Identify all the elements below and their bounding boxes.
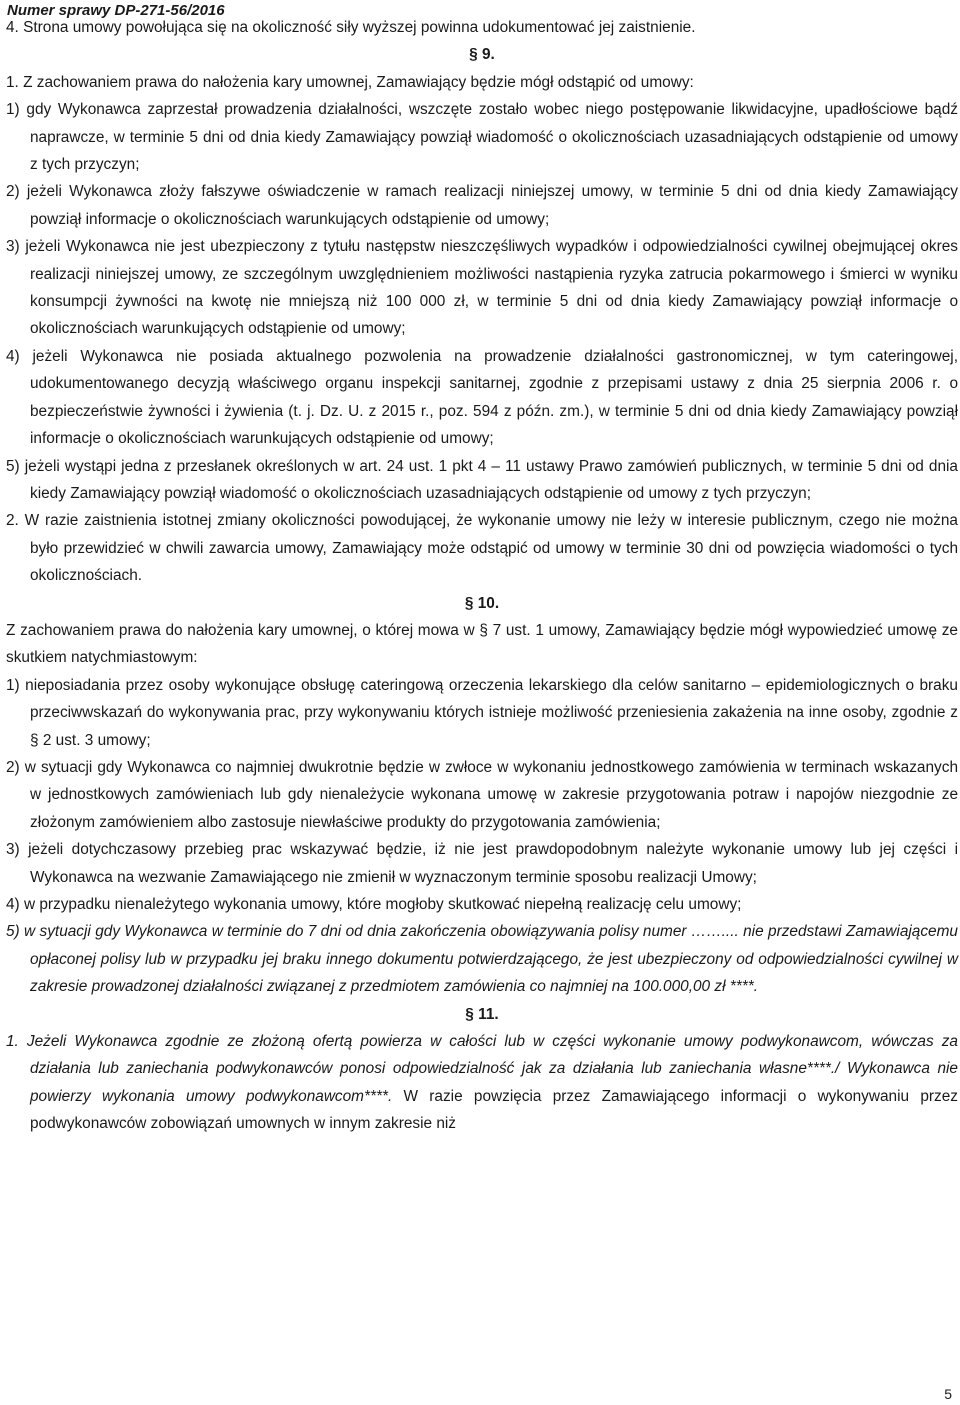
section-11-heading: § 11. xyxy=(465,1005,499,1023)
page-number: 5 xyxy=(944,1386,952,1402)
section-9-heading: § 9. xyxy=(469,46,495,64)
list-item-10-2: 2) w sytuacji gdy Wykonawca co najmniej dwukrotnie będzie w zwłoce w wykonaniu jednostkowego zamówienia w terminach wskazanych w jednostkowych zamówieniach lub gdy nienależycie wykonana umowę w zakresie przygotowania potraw i napojów niezgodnie ze złożonym zamówieniem albo zastosuje niewłaściwe produkty do przygotowania zamówienia; xyxy=(6,758,958,831)
paragraph-10-intro: Z zachowaniem prawa do nałożenia kary umownej, o której mowa w § 7 ust. 1 umowy, Zamawiający będzie mógł wypowiedzieć umowę ze skutkiem natychmiastowym: xyxy=(6,621,958,667)
list-item-10-3: 3) jeżeli dotychczasowy przebieg prac wskazywać będzie, iż nie jest prawdopodobnym należyte wykonanie umowy lub jej części i Wykonawca na wezwanie Zamawiającego nie zmienił w wyznaczonym terminie sposobu realizacji Umowy; xyxy=(6,841,958,886)
section-10-heading: § 10. xyxy=(464,594,500,612)
document-body xyxy=(6,14,958,1138)
paragraph-11-1-regular: W razie powzięcia przez Zamawiającego informacji o wykonywaniu przez podwykonawców zobowiązań umownych w innym zakresie niż xyxy=(30,1087,958,1133)
list-item-9-1-4: 4) jeżeli Wykonawca nie posiada aktualnego pozwolenia na prowadzenie działalności gastronomicznej, w tym cateringowej, udokumentowanego decyzją właściwego organu inspekcji sanitarnej, zgodnie z przepisami ustawy z dnia 25 sierpnia 2006 r. o bezpieczeństwie żywności i żywienia (t. j. Dz. U. z 2015 r., poz. 594 z późn. zm.), w terminie 5 dni od dnia kiedy Zamawiający powziął informacje o okolicznościach warunkujących odstąpienie od umowy; xyxy=(6,347,958,448)
paragraph-9-1: 1. Z zachowaniem prawa do nałożenia kary umownej, Zamawiający będzie mógł odstąpić od umowy: xyxy=(6,73,694,91)
list-item-10-4: 4) w przypadku nienależytego wykonania umowy, które mogłoby skutkować niepełną realizację celu umowy; xyxy=(6,896,742,913)
case-number-header: Numer sprawy DP-271-56/2016 xyxy=(7,2,225,19)
list-item-10-5: 5) w sytuacji gdy Wykonawca w terminie do 7 dni od dnia zakończenia obowiązywania polisy numer …….... nie przedstawi Zamawiającemu opłaconej polisy lub w przypadku jej braku innego dokumentu potwierdzającego, że jest ubezpieczony od odpowiedzialności cywilnej w zakresie prowadzonej działalności związanej z przedmiotem zamówienia co najmniej na 100.000,00 zł ****. xyxy=(6,923,958,996)
list-item-10-1: 1) nieposiadania przez osoby wykonujące obsługę cateringową orzeczenia lekarskiego dla celów sanitarno – epidemiologicznych o braku przeciwwskazań do wykonywania prac, przy wykonywaniu których istnieje możliwość przeniesienia zakażenia na inne osoby, zgodnie z § 2 ust. 3 umowy; xyxy=(6,676,958,749)
paragraph-9-2: 2. W razie zaistnienia istotnej zmiany okoliczności powodującej, że wykonanie umowy nie leży w interesie publicznym, czego nie można było przewidzieć w chwili zawarcia umowy, Zamawiający może odstąpić od umowy w terminie 30 dni od powzięcia wiadomości o tych okolicznościach. xyxy=(6,512,958,585)
paragraph-11-1 xyxy=(6,1028,958,1138)
paragraph-11-1-italic: 1. Jeżeli Wykonawca zgodnie ze złożoną ofertą powierza w całości lub w części wykonanie umowy podwykonawcom, wówczas za działania lub zaniechania podwykonawców ponosi odpowiedzialność jak za działania lub zaniechania własne****./ Wykonawca nie powierzy wykonania umowy podwykonawcom****. xyxy=(6,1033,958,1105)
list-item-9-1-1: 1) gdy Wykonawca zaprzestał prowadzenia działalności, wszczęte zostało wobec niego postępowanie likwidacyjne, upadłościowe bądź naprawcze, w terminie 5 dni od dnia kiedy Zamawiający powziął wiadomość o okolicznościach uzasadniających odstąpienie od umowy z tych przyczyn; xyxy=(6,101,958,174)
paragraph-4: 4. Strona umowy powołująca się na okoliczność siły wyższej powinna udokumentować jej zaistnienie. xyxy=(6,19,696,36)
list-item-9-1-5: 5) jeżeli wystąpi jedna z przesłanek określonych w art. 24 ust. 1 pkt 4 – 11 ustawy Prawo zamówień publicznych, w terminie 5 dni od dnia kiedy Zamawiający powziął wiadomość o okolicznościach uzasadniających odstąpienie od umowy z tych przyczyn; xyxy=(6,457,958,502)
list-item-9-1-2: 2) jeżeli Wykonawca złoży fałszywe oświadczenie w ramach realizacji niniejszej umowy, w terminie 5 dni od dnia kiedy Zamawiający powziął informacje o okolicznościach warunkujących odstąpienie od umowy; xyxy=(6,183,958,228)
list-item-9-1-3: 3) jeżeli Wykonawca nie jest ubezpieczony z tytułu następstw nieszczęśliwych wypadków i odpowiedzialności cywilnej obejmującej okres realizacji niniejszej umowy, ze szczególnym uwzględnieniem możliwości nastąpienia ryzyka zatrucia pokarmowego i śmierci w wyniku konsumpcji żywności na kwotę nie mniejszą niż 100 000 zł, w terminie 5 dni od dnia kiedy Zamawiający powziął informacje o okolicznościach warunkujących odstąpienie od umowy; xyxy=(6,238,958,338)
